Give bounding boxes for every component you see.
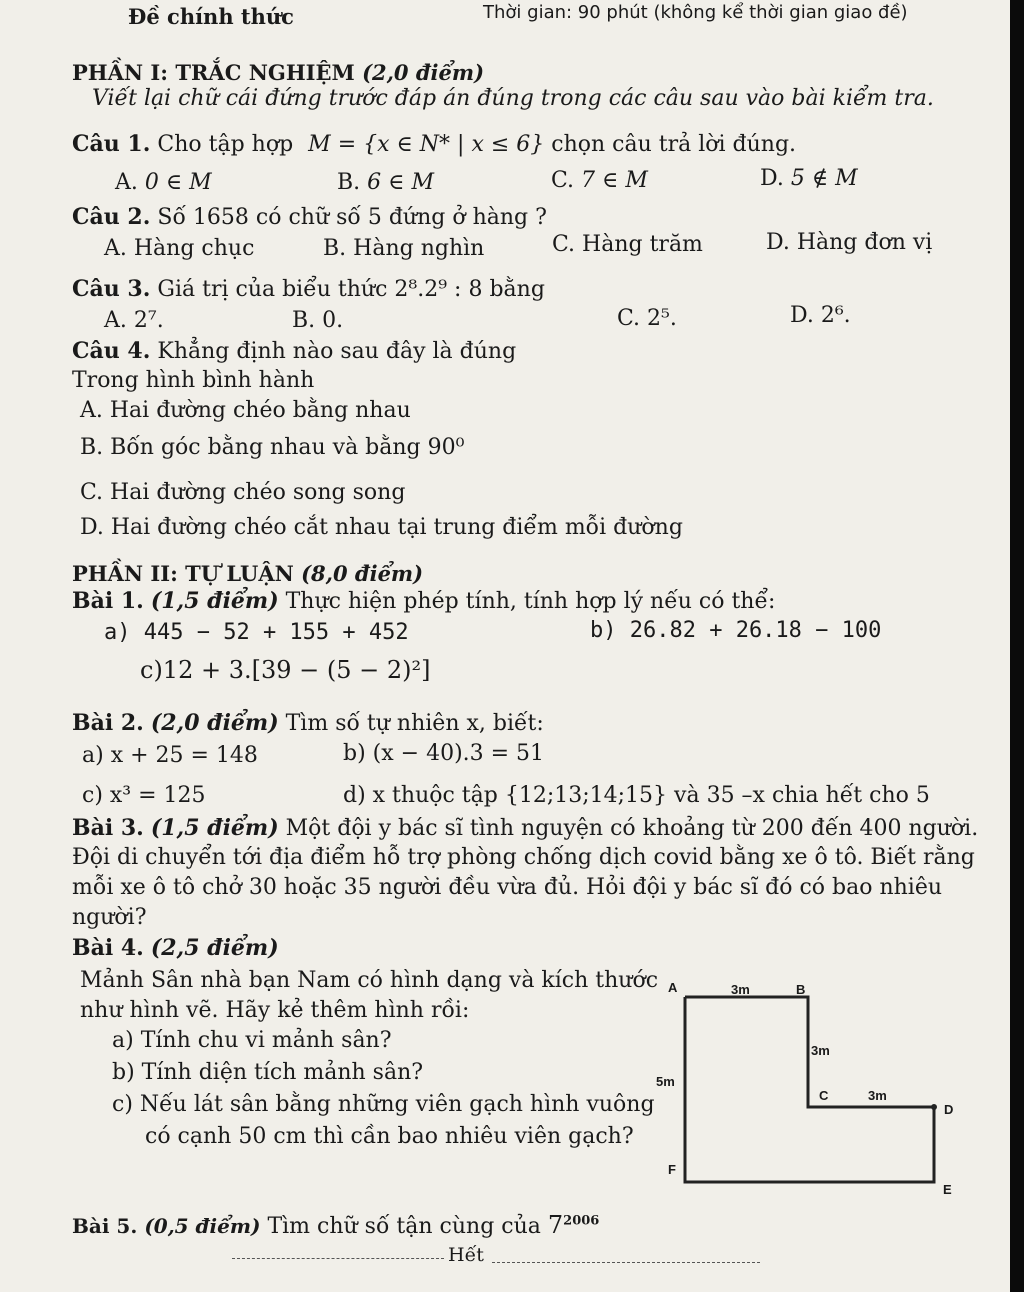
q2-option-c: C. Hàng trăm xyxy=(552,232,703,257)
bai1-c: c)12 + 3.[39 − (5 − 2)²] xyxy=(140,656,431,684)
q1-option-b: B. 6 ∈ M xyxy=(337,170,434,195)
q3-option-c: C. 2⁵. xyxy=(617,306,677,331)
q2-option-d: D. Hàng đơn vị xyxy=(766,230,933,255)
fig-label-a: A xyxy=(668,980,678,995)
bai4-line1: Mảnh Sân nhà bạn Nam có hình dạng và kích thước xyxy=(80,968,659,993)
q4-option-d: D. Hai đường chéo cắt nhau tại trung điểm mỗi đường xyxy=(80,515,683,540)
fig-label-f: F xyxy=(668,1162,676,1177)
bai1-a: a) 445 − 52 + 155 + 452 xyxy=(104,620,409,645)
fig-label-d: D xyxy=(944,1102,954,1117)
fig-label-cd: 3m xyxy=(868,1088,887,1103)
part1-instruction: Viết lại chữ cái đứng trước đáp án đúng trong các câu sau vào bài kiểm tra. xyxy=(92,86,934,111)
q2-option-a: A. Hàng chục xyxy=(104,236,255,261)
q4-option-c: C. Hai đường chéo song song xyxy=(80,480,406,505)
fig-label-e: E xyxy=(943,1182,952,1197)
bai3-line2: Đội di chuyển tới địa điểm hỗ trợ phòng chống dịch covid bằng xe ô tô. Biết rằng xyxy=(72,845,975,870)
q4-stem-line2: Trong hình bình hành xyxy=(72,368,315,393)
bai4-stem: Bài 4. (2,5 điểm) xyxy=(72,935,279,961)
bai3-line3: mỗi xe ô tô chở 30 hoặc 35 người đều vừa đủ. Hỏi đội y bác sĩ đó có bao nhiêu xyxy=(72,875,943,900)
q4-stem: Câu 4. Khẳng định nào sau đây là đúng xyxy=(72,338,517,364)
bai2-d: d) x thuộc tập {12;13;14;15} và 35 –x chia hết cho 5 xyxy=(343,783,930,808)
end-dashes-left xyxy=(232,1258,444,1259)
bai2-b: b) (x − 40).3 = 51 xyxy=(343,741,545,766)
yard-outline xyxy=(685,997,934,1182)
bai4-a: a) Tính chu vi mảnh sân? xyxy=(112,1028,392,1053)
bai4-b: b) Tính diện tích mảnh sân? xyxy=(112,1060,424,1085)
bai5-stem: Bài 5. (0,5 điểm) Tìm chữ số tận cùng của $7^{2006}$ xyxy=(72,1211,600,1239)
end-dashes-right xyxy=(492,1262,760,1263)
bai2-stem: Bài 2. (2,0 điểm) Tìm số tự nhiên x, biết: xyxy=(72,710,544,736)
bai1-stem: Bài 1. (1,5 điểm) Thực hiện phép tính, tính hợp lý nếu có thể: xyxy=(72,588,776,614)
q3-option-b: B. 0. xyxy=(292,308,344,333)
q3-option-d: D. 2⁶. xyxy=(790,303,851,328)
q2-option-b: B. Hàng nghìn xyxy=(323,236,485,261)
bai2-c: c) x³ = 125 xyxy=(82,783,206,808)
fig-label-ab: 3m xyxy=(731,982,750,997)
yard-figure xyxy=(650,975,970,1205)
bai2-a: a) x + 25 = 148 xyxy=(82,743,258,768)
q1-option-d: D. 5 ∉ M xyxy=(760,166,858,191)
q4-option-b: B. Bốn góc bằng nhau và bằng 90⁰ xyxy=(80,435,465,460)
bai4-c1: c) Nếu lát sân bằng những viên gạch hình vuông xyxy=(112,1092,655,1117)
bai4-line2: như hình vẽ. Hãy kẻ thêm hình rồi: xyxy=(80,998,470,1023)
q3-option-a: A. 2⁷. xyxy=(104,308,164,333)
q1-option-c: C. 7 ∈ M xyxy=(551,168,648,193)
end-label: Hết xyxy=(448,1244,484,1266)
part2-title: PHẦN II: TỰ LUẬN (8,0 điểm) xyxy=(72,561,424,586)
header-time: Thời gian: 90 phút (không kể thời gian giao đề) xyxy=(483,2,908,23)
fig-label-bc: 3m xyxy=(811,1043,830,1058)
bai4-c2: có cạnh 50 cm thì cần bao nhiêu viên gạch? xyxy=(145,1124,634,1149)
point-d-dot xyxy=(931,1104,937,1110)
q1-stem: Câu 1. Cho tập hợp M = {x ∈ N* | x ≤ 6} chọn câu trả lời đúng. xyxy=(72,131,797,157)
bai1-b: b) 26.82 + 26.18 − 100 xyxy=(590,618,882,643)
q3-stem: Câu 3. Giá trị của biểu thức 2⁸.2⁹ : 8 bằng xyxy=(72,276,545,302)
bai3-line4: người? xyxy=(72,905,147,930)
fig-label-af: 5m xyxy=(656,1074,675,1089)
bai3-line1: Bài 3. (1,5 điểm) Một đội y bác sĩ tình nguyện có khoảng từ 200 đến 400 người. xyxy=(72,815,979,841)
q4-option-a: A. Hai đường chéo bằng nhau xyxy=(80,398,411,423)
fig-label-b: B xyxy=(796,982,806,997)
fig-label-c: C xyxy=(819,1088,829,1103)
q2-stem: Câu 2. Số 1658 có chữ số 5 đứng ở hàng ? xyxy=(72,204,547,230)
q1-option-a: A. 0 ∈ M xyxy=(115,170,212,195)
header-official-label: Đề chính thức xyxy=(128,4,294,29)
part1-title: PHẦN I: TRẮC NGHIỆM (2,0 điểm) xyxy=(72,60,485,85)
